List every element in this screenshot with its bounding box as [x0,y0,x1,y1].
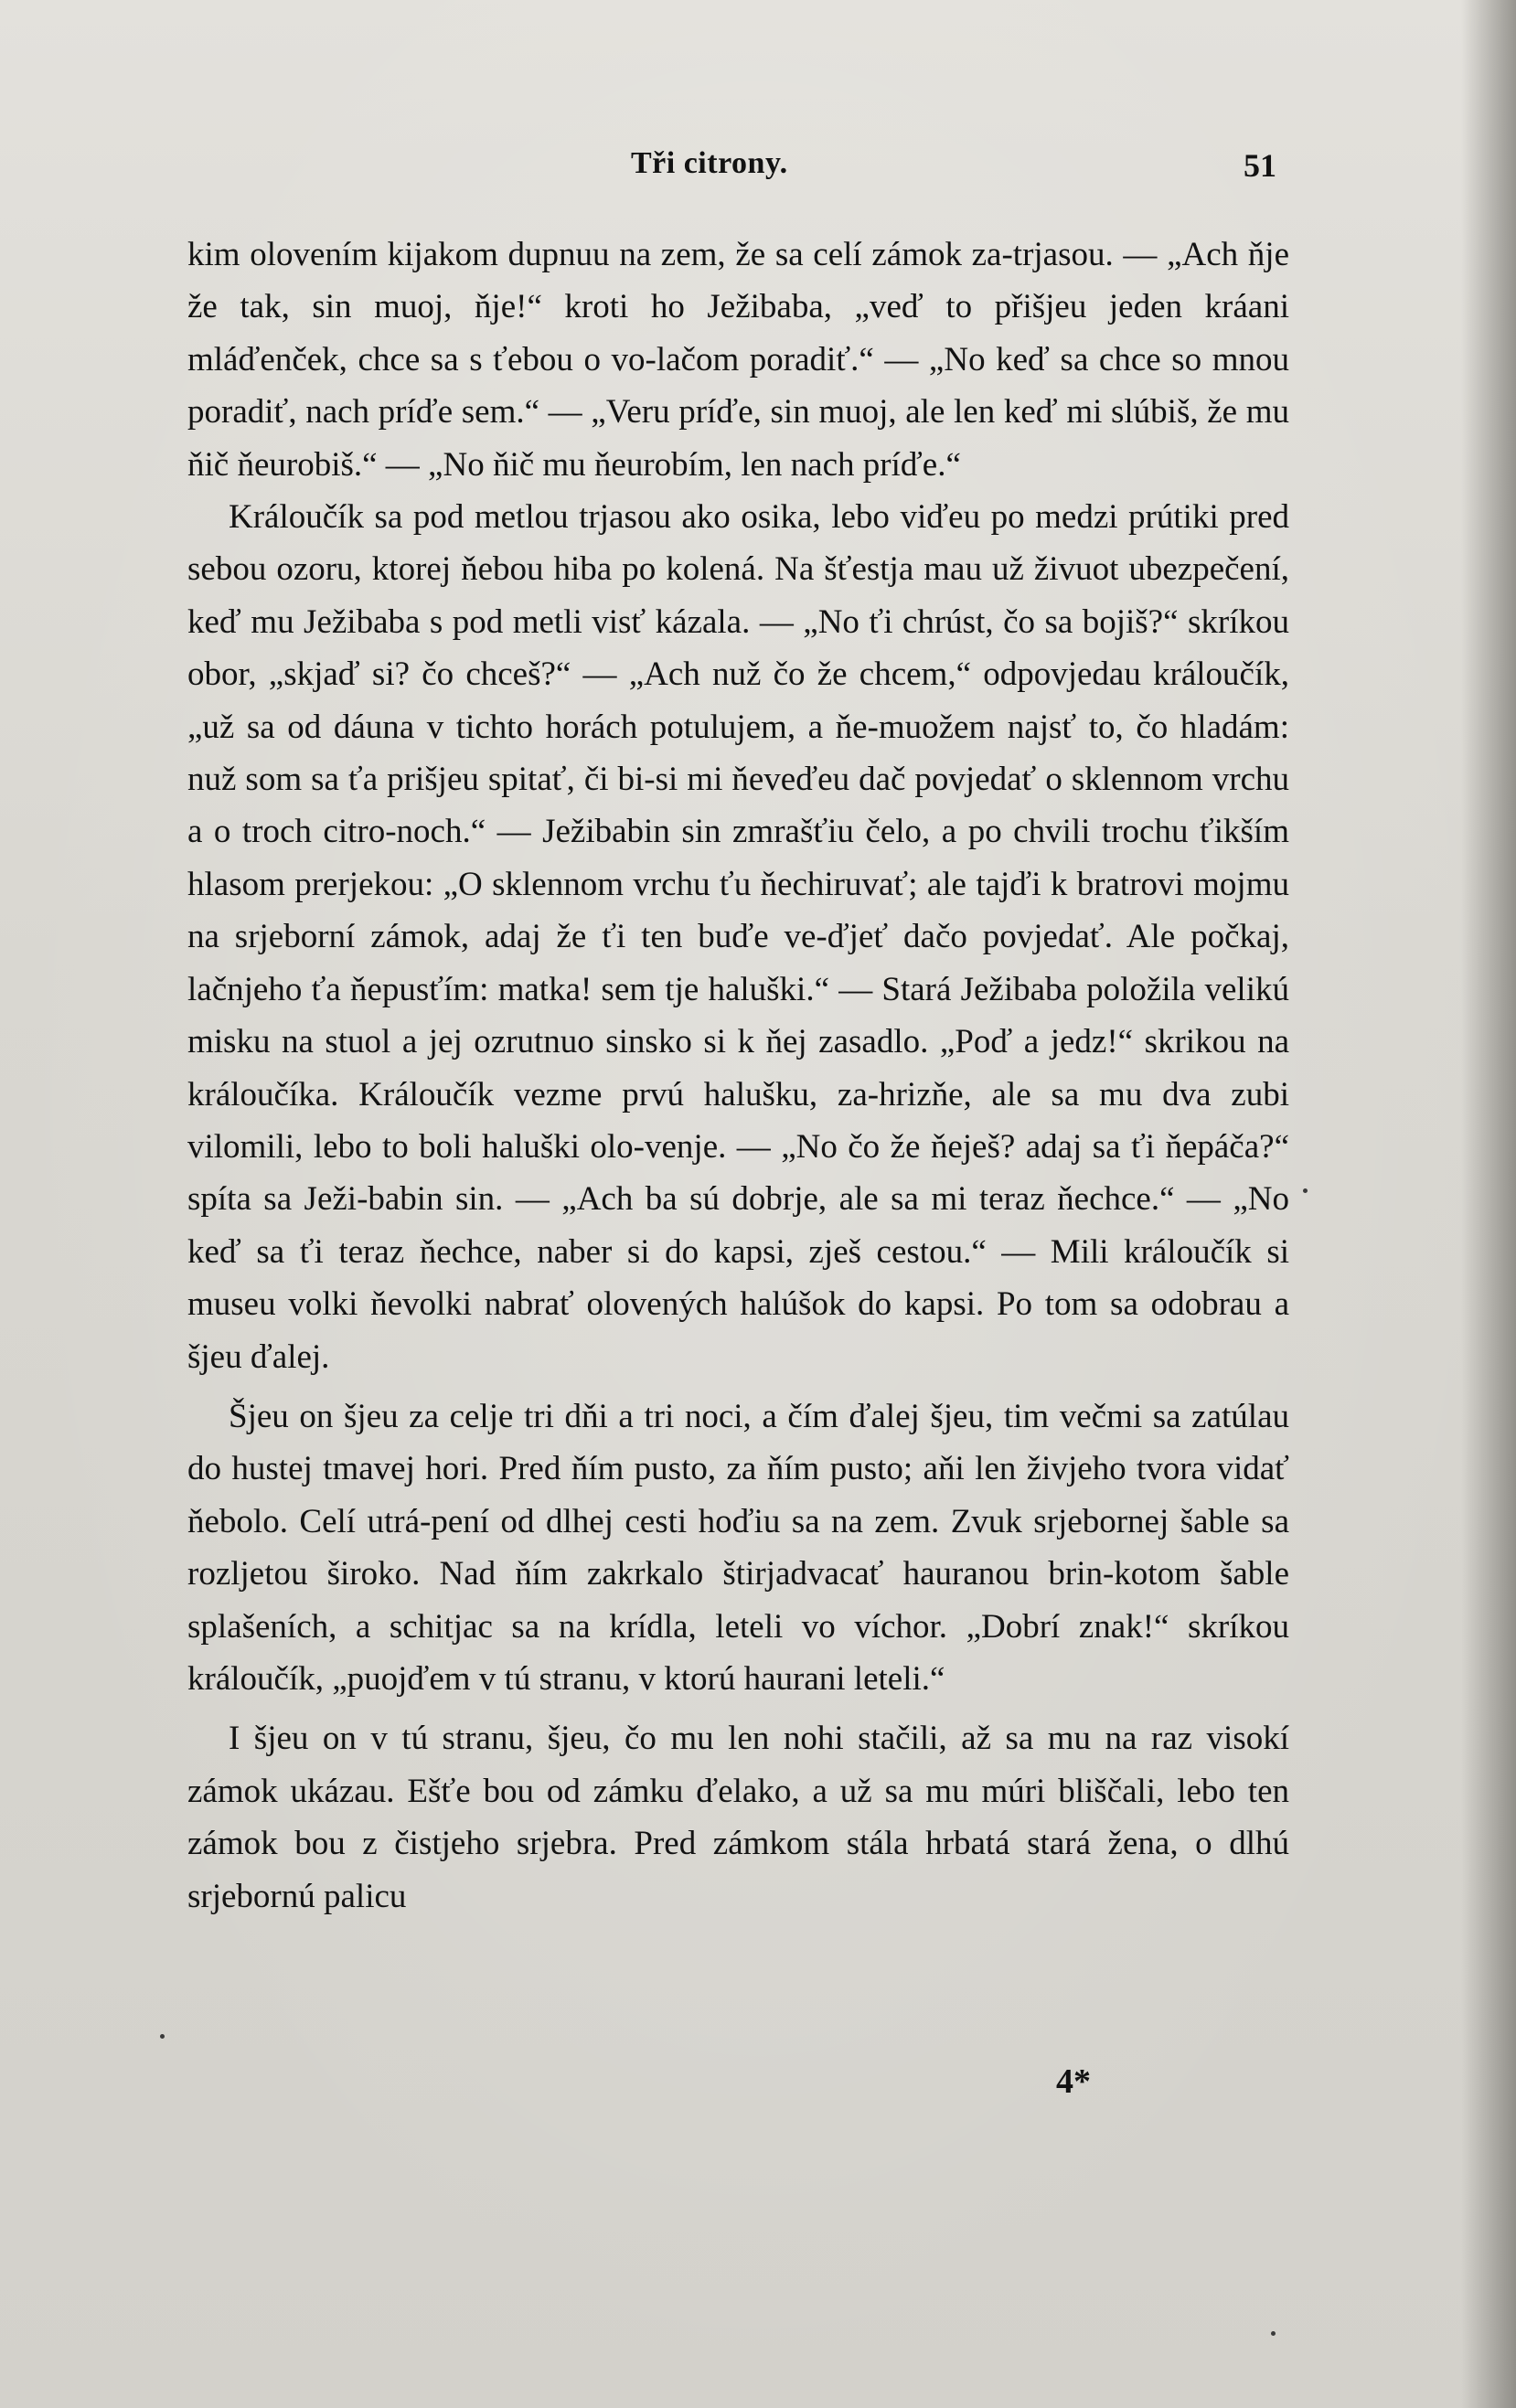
paragraph: Králoučík sa pod metlou trjasou ako osika, lebo viďeu po medzi prútiki pred sebou ozoru, ktorej ňebou hiba po kolená. Na šťestja mau už živuot ubezpečení, keď mu Ježibaba s pod metli visť kázala. — „No ťi chrúst, čo sa bojiš?“ skríkou obor, „skjaď si? čo chceš?“ — „Ach nuž čo že chcem,“ odpovjedau králoučík, „už sa od dáuna v tichto horách potulujem, a ňe-muožem najsť to, čo hladám: nuž som sa ťa prišjeu spitať, či bi-si mi ňeveďeu dač povjedať o sklennom vrchu a o troch citro-noch.“ — Ježibabin sin zmrašťiu čelo, a po chvili trochu ťikším hlasom prerjekou: „O sklennom vrchu ťu ňechiruvať; ale tajďi k bratrovi mojmu na srjeborní zámok, adaj že ťi ten buďe ve-ďjeť dačo povjedať. Ale počkaj, lačnjeho ťa ňepusťím: matka! sem tje haluški.“ — Stará Ježibaba položila velikú misku na stuol a jej ozrutnuo sinsko si k ňej zasadlo. „Poď a jedz!“ skrikou na králoučíka. Králoučík vezme prvú halušku, za-hrizňe, ale sa mu dva zubi vilomili, lebo to boli haluški olo-venje. — „No čo že ňeješ? adaj sa ťi ňepáča?“ spíta sa Ježi-babin sin. — „Ach ba sú dobrje, ale sa mi teraz ňechce.“ — „No keď sa ťi teraz ňechce, naber si do kapsi, zješ cestou.“ — Mili králoučík si museu volki ňevolki nabrať olovených halúšok do kapsi. Po tom sa odobrau a šjeu ďalej. [187,498,1289,1376]
signature-mark: 4* [1056,2062,1091,2101]
ink-speck [1303,1188,1308,1193]
page-header [0,146,1516,201]
paragraph: kim olovením kijakom dupnuu na zem, že sa celí zámok za-trjasou. — „Ach ňje že tak, sin muoj, ňje!“ kroti ho Ježibaba, „veď to přišjeu jeden kráani mláďenček, chce sa s ťebou o vo-lačom poradiť.“ — „No keď sa chce so mnou poradiť, nach príďe sem.“ — „Veru príďe, sin muoj, ale len keď mi slúbiš, že mu ňič ňeurobiš.“ — „No ňič mu ňeurobím, len nach príďe.“ [187,236,1289,484]
page-edge-shadow [1461,0,1516,2408]
paragraph: Šjeu on šjeu za celje tri dňi a tri noci, a čím ďalej šjeu, tim večmi sa zatúlau do hustej tmavej hori. Pred ňím pusto, za ňím pusto; aňi len živjeho tvora vidať ňebolo. Celí utrá-pení od dlhej cesti hoďiu sa na zem. Zvuk srjebornej šable sa rozljetou široko. Nad ňím zakrkalo štirjadvacať hauranou brin-kotom šable splašeních, a schitjac sa na krídla, leteli vo víchor. „Dobrí znak!“ skríkou králoučík, „puojďem v tú stranu, v ktorú haurani leteli.“ [187,1397,1289,1698]
running-title: Tři citrony. [631,146,788,180]
paragraph: I šjeu on v tú stranu, šjeu, čo mu len nohi stačili, až sa mu na raz visokí zámok ukázau. Ešťe bou od zámku ďelako, a už sa mu múri bliščali, lebo ten zámok bou z čistjeho srjebra. Pred zámkom stála hrbatá stará žena, o dlhú srjebornú palicu [187,1720,1289,1915]
ink-speck [1271,2331,1276,2336]
page-number: 51 [1244,147,1276,184]
body-text [187,229,1289,1923]
ink-speck [160,2034,165,2039]
